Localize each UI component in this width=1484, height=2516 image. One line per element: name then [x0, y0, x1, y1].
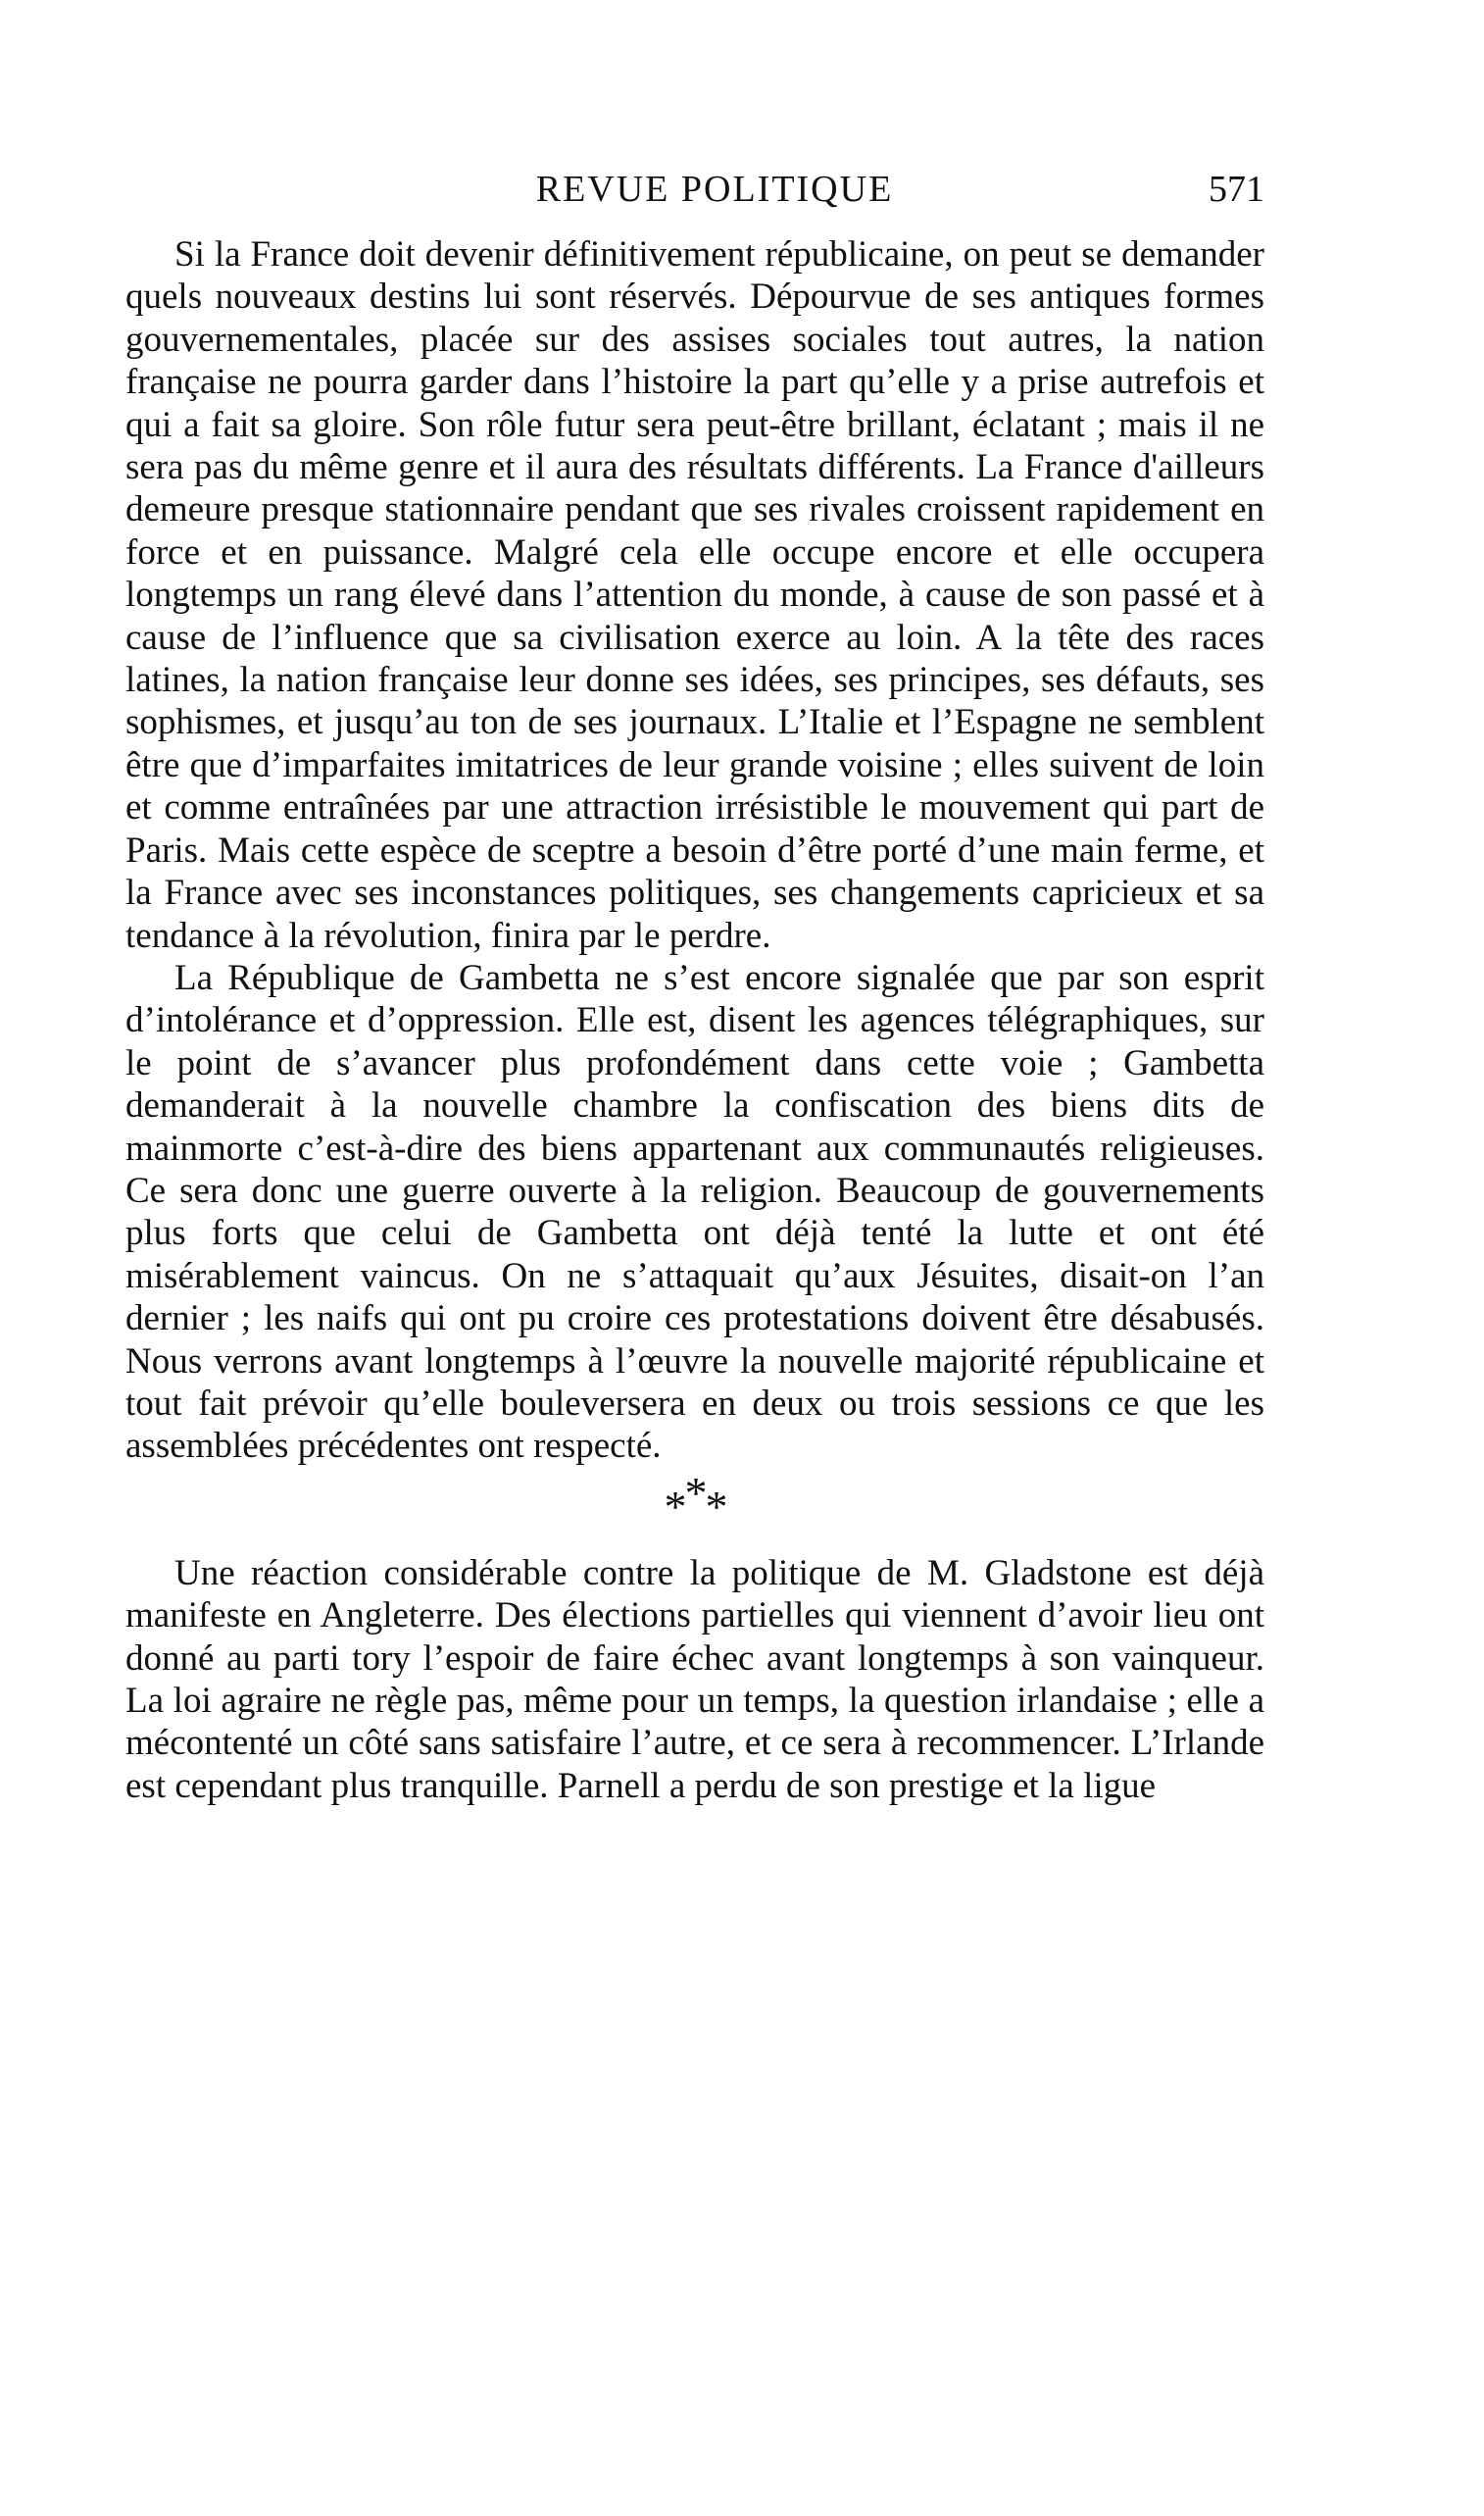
page-header	[125, 165, 1264, 214]
asterism-top: *	[684, 1467, 706, 1518]
body-text	[125, 233, 1264, 1807]
paragraph-france: Si la France doit devenir définitivement républicaine, on peut se demander quels nouveaux destins lui sont réservés. Dépourvue de ses antiques formes gouvernementales, placée sur des assises sociales tout autres, la nation française ne pourra garder dans l’histoire la part qu’elle y a prise autrefois et qui a fait sa gloire. Son rôle futur sera peut-être brillant, éclatant ; mais il ne sera pas du même genre et il aura des résultats différents. La France d'ailleurs demeure presque stationnaire pendant que ses rivales croissent rapidement en force et en puissance. Malgré cela elle occupe encore et elle occupera longtemps un rang élevé dans l’attention du monde, à cause de son passé et à cause de l’influence que sa civilisation exerce au loin. A la tête des races latines, la nation française leur donne ses idées, ses principes, ses défauts, ses sophismes, et jusqu’au ton de ses journaux. L’Italie et l’Espagne ne semblent être que d’imparfaites imitatrices de leur grande voisine ; elles suivent de loin et comme entraînées par une attraction irrésistible le mouvement qui part de Paris. Mais cette espèce de sceptre a besoin d’être porté d’une main ferme, et la France avec ses inconstances politiques, ses changements capricieux et sa tendance à la révolution, finira par le perdre.	[125, 234, 1264, 956]
paragraph-gambetta: La République de Gambetta ne s’est encore signalée que par son esprit d’intolérance et d’oppression. Elle est, disent les agences télégraphiques, sur le point de s’avancer plus profondément dans cette voie ; Gambetta demanderait à la nouvelle chambre la confiscation des biens dits de mainmorte c’est-à-dire des biens appartenant aux communautés religieuses. Ce sera donc une guerre ouverte à la religion. Beaucoup de gouvernements plus forts que celui de Gambetta ont déjà tenté la lutte et ont été misérablement vaincus. On ne s’attaquait qu’aux Jésuites, disait-on l’an dernier ; les naifs qui ont pu croire ces protestations doivent être désabusés. Nous verrons avant longtemps à l’œuvre la nouvelle majorité républicaine et tout fait prévoir qu’elle bouleversera en deux ou trois sessions ce que les assemblées précédentes ont respecté.	[125, 957, 1264, 1467]
asterism-bottom-left: *	[664, 1481, 685, 1532]
asterism-bottom-right: *	[705, 1481, 726, 1532]
page-number: 571	[1209, 169, 1264, 210]
paragraph-gladstone: Une réaction considérable contre la politique de M. Gladstone est déjà manifeste en Angleterre. Des élections partielles qui viennent d’avoir lieu ont donné au parti tory l’espoir de faire échec avant longtemps à son vainqueur. La loi agraire ne règle pas, même pour un temps, la question irlandaise ; elle a mécontenté un côté sans satisfaire l’autre, et ce sera à recommencer. L’Irlande est cependant plus tranquille. Parnell a perdu de son prestige et la ligue	[125, 1552, 1264, 1806]
running-title: REVUE POLITIQUE	[535, 169, 894, 210]
section-break-asterisks	[125, 1467, 1264, 1538]
